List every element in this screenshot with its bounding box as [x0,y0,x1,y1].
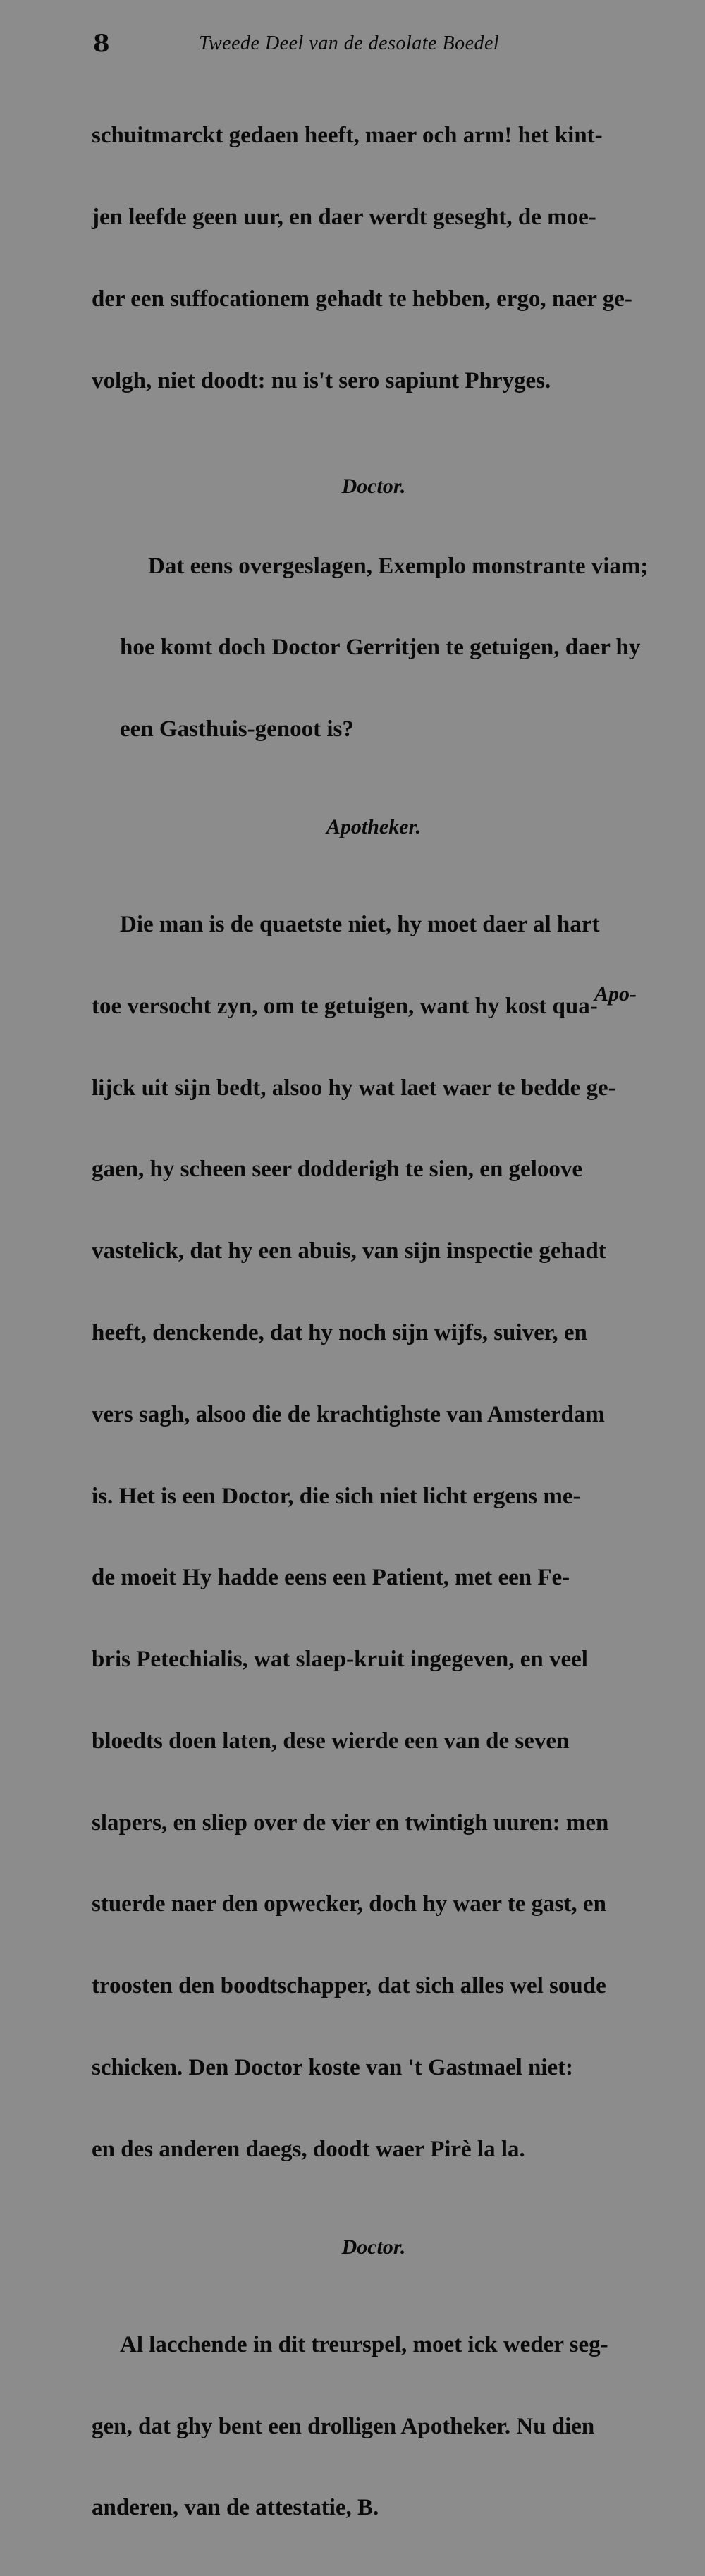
paragraph-doctor-2 [92,2277,656,2576]
paragraph-apotheker [92,857,656,2218]
text-line: heeft, denckende, dat hy noch sijn wijfs, suiver, en [92,1319,587,1345]
running-head: Tweede Deel van de desolate Boedel [199,32,500,54]
text-line: stuerde naer den opwecker, doch hy waer te gast, en [92,1891,606,1917]
text-line: hoe komt doch Doctor Gerritjen te getuigen, daer hy [120,635,641,661]
text-line: Al lacchende in dit treurspel, moet ick weder seg- [120,2331,608,2357]
text-line: jen leefde geen uur, en daer werdt geseght, de moe- [92,204,596,230]
speaker-heading-doctor-2: Doctor. [341,2235,406,2259]
text-line: anderen, van de attestatie, B. [92,2495,379,2521]
text-line: gaen, hy scheen seer dodderigh te sien, en geloove [92,1156,583,1183]
text-line: vastelick, dat hy een abuis, van sijn inspectie gehadt [92,1238,606,1264]
text-line: bloedts doen laten, dese wierde een van de seven [92,1728,570,1754]
paragraph-continuation [92,68,656,448]
text-line: schuitmarckt gedaen heeft, maer och arm! het kint- [92,123,603,149]
text-line: Die man is de quaetste niet, hy moet daer al hart [120,912,600,938]
text-line: volgh, niet doodt: nu is't sero sapiunt Phryges. [92,367,551,393]
text-line: toe versocht zyn, om te getuigen, want hy kost qua- [92,993,598,1019]
text-line: lijck uit sijn bedt, alsoo hy wat laet waer te bedde ge- [92,1075,616,1101]
speaker-heading-doctor: Doctor. [341,475,406,499]
text-line: bris Petechialis, wat slaep-kruit ingegeven, en veel [92,1647,588,1673]
text-line: en des anderen daegs, doodt waer Pirè la la. [92,2136,525,2162]
text-line: der een suffocationem gehadt te hebben, ergo, naer ge- [92,286,632,312]
speaker-heading-apotheker: Apotheker. [326,814,422,838]
text-line: is. Het is een Doctor, die sich niet licht ergens me- [92,1483,581,1509]
text-line: vers sagh, alsoo die de krachtighste van Amsterdam [92,1401,605,1427]
page-number: 8 [93,30,110,58]
text-line: schicken. Den Doctor koste van 't Gastmael niet: [92,2054,574,2080]
paragraph-doctor-1 [92,498,656,798]
catchword: Apo- [594,982,637,1006]
body-text [92,68,656,2576]
text-line: Dat eens overgeslagen, Exemplo monstrante viam; [148,553,649,579]
text-line: de moeit Hy hadde eens een Patient, met een Fe- [92,1565,570,1591]
text-line: een Gasthuis-genoot is? [120,716,354,743]
page-header [93,30,657,63]
text-line: troosten den boodtschapper, dat sich alles wel soude [92,1973,606,1999]
text-line: gen, dat ghy bent een drolligen Apotheker. Nu dien [92,2413,595,2439]
text-line: slapers, en sliep over de vier en twintigh uuren: men [92,1809,609,1836]
